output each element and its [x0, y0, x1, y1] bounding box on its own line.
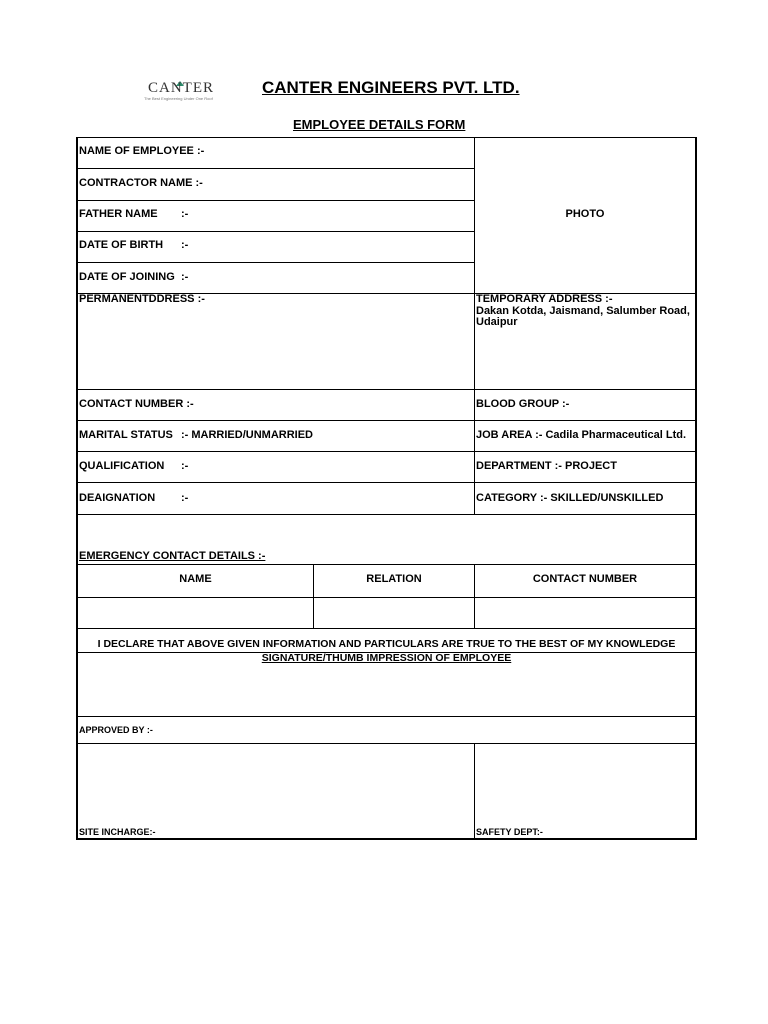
emergency-column-name: NAME	[179, 573, 212, 585]
department-label: DEPARTMENT :- PROJECT	[476, 460, 617, 472]
company-name: CANTER ENGINEERS PVT. LTD.	[262, 78, 520, 97]
site-incharge-label: SITE INCHARGE:-	[79, 827, 156, 837]
logo-tagline: The Best Engineering Under One Roof	[144, 96, 213, 101]
date-of-joining-separator: :-	[181, 271, 189, 283]
job-area-label: JOB AREA :- Cadila Pharmaceutical Ltd.	[476, 429, 687, 441]
designation-separator: :-	[181, 492, 189, 504]
name-of-employee-label: NAME OF EMPLOYEE :-	[79, 145, 205, 157]
temporary-address-line1: Dakan Kotda, Jaismand, Salumber Road,	[476, 305, 690, 317]
qualification-label: QUALIFICATION	[79, 460, 165, 472]
category-label: CATEGORY :- SKILLED/UNSKILLED	[476, 492, 664, 504]
emergency-contact-title: EMERGENCY CONTACT DETAILS :-	[79, 550, 266, 562]
permanent-address-label: PERMANENTDDRESS :-	[79, 293, 205, 305]
blood-group-label: BLOOD GROUP :-	[476, 398, 570, 410]
temporary-address-label: TEMPORARY ADDRESS :-	[476, 293, 613, 305]
date-of-joining-label: DATE OF JOINING	[79, 271, 175, 283]
company-logo	[142, 80, 242, 102]
date-of-birth-separator: :-	[181, 239, 189, 251]
safety-dept-label: SAFETY DEPT:-	[476, 827, 543, 837]
contact-number-label: CONTACT NUMBER :-	[79, 398, 194, 410]
photo-placeholder: PHOTO	[565, 208, 605, 220]
contractor-name-label: CONTRACTOR NAME :-	[79, 177, 203, 189]
form-title: EMPLOYEE DETAILS FORM	[293, 117, 466, 132]
signature-label: SIGNATURE/THUMB IMPRESSION OF EMPLOYEE	[261, 652, 512, 664]
marital-status-label: MARITAL STATUS	[79, 429, 173, 441]
temporary-address-line2: Udaipur	[476, 316, 518, 328]
approved-by-label: APPROVED BY :-	[79, 725, 153, 735]
marital-status-value: :- MARRIED/UNMARRIED	[181, 429, 313, 441]
qualification-separator: :-	[181, 460, 189, 472]
date-of-birth-label: DATE OF BIRTH	[79, 239, 164, 251]
logo-text: CANTER	[148, 80, 214, 96]
father-name-separator: :-	[181, 208, 189, 220]
emergency-column-relation: RELATION	[366, 573, 422, 585]
designation-label: DEAIGNATION	[79, 492, 156, 504]
father-name-label: FATHER NAME	[79, 208, 158, 220]
declaration-text: I DECLARE THAT ABOVE GIVEN INFORMATION AND PARTICULARS ARE TRUE TO THE BEST OF MY KNOWLEDGE	[97, 638, 676, 650]
emergency-column-contact-number: CONTACT NUMBER	[532, 573, 638, 585]
